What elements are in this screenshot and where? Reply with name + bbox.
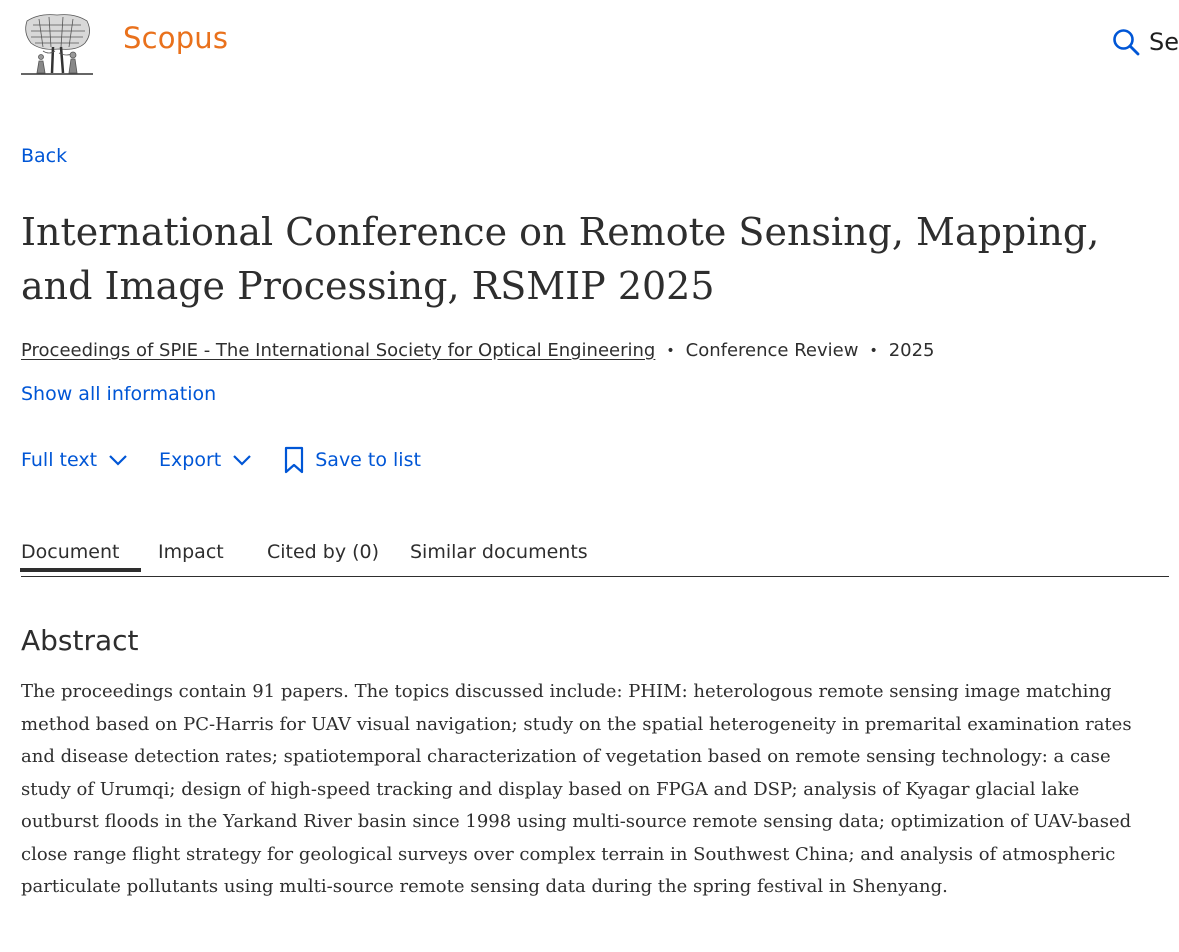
scopus-brand[interactable]: Scopus [123, 21, 229, 55]
elsevier-tree-logo-icon[interactable] [19, 11, 95, 77]
source-title-link[interactable]: Proceedings of SPIE - The International Society for Optical Engineering [21, 340, 656, 361]
chevron-down-icon [231, 453, 253, 467]
export-label: Export [159, 449, 222, 471]
chevron-down-icon [107, 453, 129, 467]
document-tabs [21, 541, 1169, 577]
save-to-list-button[interactable] [283, 446, 421, 474]
top-header [0, 0, 1179, 90]
tab-document[interactable]: Document [21, 541, 120, 563]
tab-cited-by[interactable]: Cited by (0) [267, 541, 380, 563]
back-link[interactable]: Back [21, 145, 68, 167]
bookmark-icon [283, 446, 305, 474]
search-icon [1112, 28, 1140, 56]
full-text-button[interactable] [21, 449, 129, 471]
abstract-heading: Abstract [21, 624, 139, 657]
document-type: Conference Review [685, 340, 859, 361]
search-button[interactable] [1112, 28, 1179, 56]
publication-year: 2025 [888, 340, 935, 361]
full-text-label: Full text [21, 449, 98, 471]
separator-dot: • [666, 342, 675, 359]
tab-impact[interactable]: Impact [158, 541, 224, 563]
separator-dot: • [869, 342, 878, 359]
search-label: Se [1149, 28, 1179, 56]
show-all-information-link[interactable]: Show all information [21, 383, 217, 405]
export-button[interactable] [159, 449, 253, 471]
save-to-list-label: Save to list [315, 449, 421, 471]
tab-similar-documents[interactable]: Similar documents [410, 541, 588, 563]
abstract-text: The proceedings contain 91 papers. The topics discussed include: PHIM: heterologous remote sensing image matching method based on PC-Harris for UAV visual navigation; study on the spatial heterogeneity in premarital examination rates and disease detection rates; spatiotemporal characterization of vegetation based on remote sensing technology: a case study of Urumqi; design of high-speed tracking and display based on FPGA and DSP; analysis of Kyagar glacial lake outburst floods in the Yarkand River basin since 1998 using multi-source remote sensing data; optimization of UAV-based close range flight strategy for geological surveys over complex terrain in Southwest China; and analysis of atmospheric particulate pollutants using multi-source remote sensing data during the spring festival in Shenyang. [21, 681, 1132, 897]
document-actions [21, 446, 421, 474]
document-meta [21, 340, 935, 361]
page-title: International Conference on Remote Sensing, Mapping, and Image Processing, RSMIP 2025 [21, 210, 1100, 308]
